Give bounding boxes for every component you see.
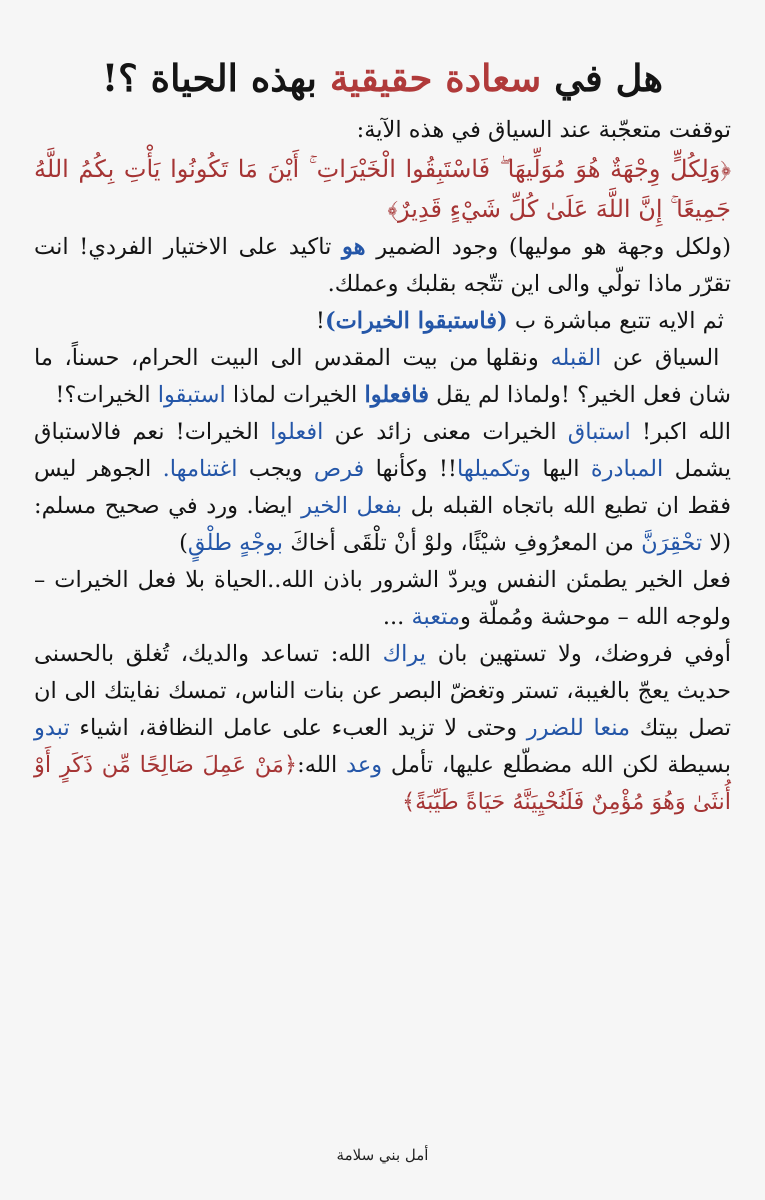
para4-text-o: ايضا. ورد في صحيح مسلم:(لا: [34, 493, 731, 556]
para5-highlight-tiring: متعبة: [411, 604, 461, 630]
paragraph-6: [34, 636, 731, 821]
para6-text-g: بسيطة لكن الله مضطّلع عليها، تأمل: [390, 752, 731, 778]
paragraph-1: [34, 229, 731, 303]
para4-text-m: الجوهر ليس فقط ان تطيع الله باتجاه القبله بل: [34, 456, 731, 519]
paragraph-2: [34, 303, 731, 340]
para4-highlight-initiative: المبادرة: [590, 456, 664, 482]
para4-highlight-cheerful-face: بوجْهٍ طلْقٍ: [187, 530, 284, 556]
para4-highlight-racing: استباق: [567, 419, 631, 445]
para3-text-a: السياق عن: [612, 345, 720, 371]
para4-text-q: من المعرُوفِ شيْئًا، ولوْ أنْ تلْقَى أخاكَ: [290, 530, 634, 556]
verse-quote-2: ﴿مَنْ عَمِلَ صَالِحًا مِّن ذَكَرٍ أَوْ أُنثَىٰ وَهُوَ مُؤْمِنٌ فَلَنُحْيِيَنَّهُ حَيَاةً طَيِّبَةً﴾: [34, 752, 731, 815]
page-title: [34, 50, 731, 106]
para6-highlight-seem: تبدو: [34, 715, 70, 741]
verse-quote: ﴿وَلِكُلٍّ وِجْهَةٌ هُوَ مُوَلِّيهَا ۖ فَاسْتَبِقُوا الْخَيْرَاتِ ۚ أَيْنَ مَا تَكُونُوا يَأْتِ بِكُمُ اللَّهُ جَمِيعًا ۚ إِنَّ اللَّهَ عَلَىٰ كُلِّ شَيْءٍ قَدِيرٌ﴾: [34, 155, 731, 223]
para1-text-a: (ولكل وجهة هو موليها) وجود الضمير: [376, 234, 731, 260]
para3-highlight-qibla: القبله: [550, 345, 602, 371]
paragraph-5: [34, 562, 731, 636]
para2-text-c: !: [315, 308, 325, 334]
para5-text-a: فعل الخير يطمئن النفس ويردّ الشرور باذن الله..الحياة بلا فعل الخيرات – ولوجه الله – موحشة ومُملّة و: [34, 567, 731, 630]
para4-text-a: الله اكبر!: [642, 419, 732, 445]
para4-text-i: !! وكأنها: [375, 456, 457, 482]
para4-text-g: اليها: [542, 456, 580, 482]
para5-text-c: ...: [382, 604, 412, 630]
author-signature: أمل بني سلامة: [336, 1146, 429, 1164]
para6-text-a: أوفي فروضك، ولا تستهين بان: [437, 641, 732, 667]
intro-line: توقفت متعجّبة عند السياق في هذه الآية:: [356, 117, 731, 143]
para4-text-e: الخيرات! نعم فالاستباق يشمل: [34, 419, 731, 482]
para4-highlight-do: افعلوا: [270, 419, 324, 445]
para2-text-a: ثم الايه تتبع مباشرة ب: [514, 308, 724, 334]
para4-text-c: الخيرات معنى زائد عن: [334, 419, 557, 445]
para3-highlight-do: فافعلوا: [364, 382, 429, 408]
para6-highlight-prevent-harm: منعا للضرر: [526, 715, 631, 741]
para6-text-c: الله: تساعد والديك، تُغلق بالحسنى حديث يعجّ بالغيبة، تستر وتغضّ البصر عن بنات الناس، تمسك نفايتك الى ان تصل بيتك: [34, 641, 732, 741]
para1-text-c: تاكيد على الاختيار الفردي! انت تقرّر ماذا تولّي والى اين تتّجه بقلبك وعملك.: [34, 234, 731, 297]
para6-text-i: الله:: [297, 752, 338, 778]
para4-highlight-seize: اغتنامها.: [162, 456, 238, 482]
para6-text-e: وحتى لا تزيد العبء على عامل النظافة، اشياء: [79, 715, 518, 741]
paragraph-3: [34, 340, 731, 414]
para2-highlight: (فاستبقوا الخيرات): [324, 308, 508, 334]
para1-highlight-pronoun: هو: [342, 234, 366, 260]
para6-highlight-promise: وعد: [346, 752, 383, 778]
para4-highlight-complete: وتكميلها: [456, 456, 531, 482]
para4-text-s: ): [179, 530, 188, 556]
title-part1: هل في: [554, 56, 664, 100]
para3-text-c: ونقلها من بيت المقدس الى البيت الحرام، حسناً، ما شان فعل الخير؟ !ولماذا لم يقل: [34, 345, 731, 408]
paragraph-4: [34, 414, 731, 562]
para3-text-e: الخيرات لماذا: [232, 382, 358, 408]
para3-text-g: الخيرات؟!: [55, 382, 151, 408]
title-highlight: سعادة حقيقية: [329, 56, 542, 100]
title-part2: بهذه الحياة ؟!: [101, 56, 317, 100]
para6-highlight-sees-you: يراك: [382, 641, 427, 667]
para4-text-k: ويجب: [248, 456, 303, 482]
para4-highlight-chances: فرص: [313, 456, 365, 482]
para4-highlight-belittle: تحْقِرَنَّ: [641, 530, 703, 556]
para3-highlight-race: استبقوا: [157, 382, 226, 408]
para4-highlight-doing-good: بفعل الخير: [301, 493, 403, 519]
